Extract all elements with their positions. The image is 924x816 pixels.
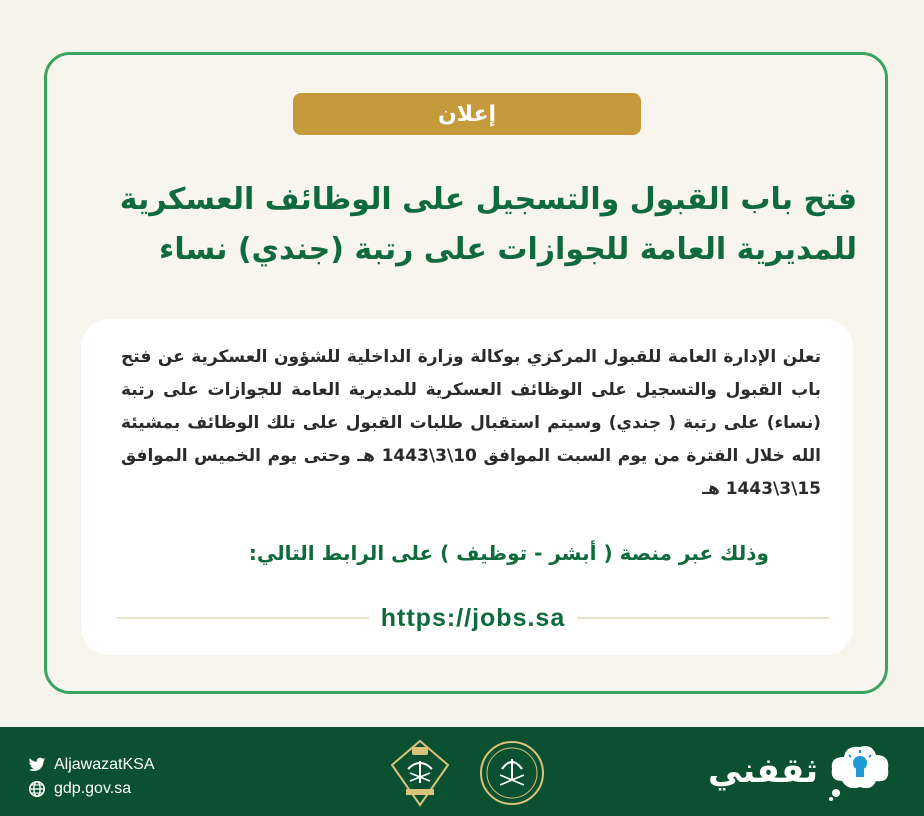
divider-left — [117, 617, 369, 619]
social-links — [28, 753, 155, 801]
announcement-body: تعلن الإدارة العامة للقبول المركزي بوكالة وزارة الداخلية للشؤون العسكرية عن فتح باب القبول والتسجيل على الوظائف العسكرية للمديرية العامة للجوازات على رتبة (نساء) على رتبة ( جندي) وسيتم استقبال طلبات القبول على تلك الوظائف بمشيئة الله خلال الفترة من يوم السبت الموافق 10\3\1443 هـ وحتى يوم الخميس الموافق 15\3\1443 هـ — [121, 347, 821, 499]
website-url: gdp.gov.sa — [54, 780, 132, 797]
divider-right — [577, 617, 829, 619]
jobs-link[interactable]: https://jobs.sa — [380, 603, 566, 632]
headline-line-1: فتح باب القبول والتسجيل على الوظائف العسكرية — [119, 182, 857, 217]
brand-name: ثقفني — [708, 751, 818, 791]
brand-logo — [708, 741, 892, 801]
twitter-row[interactable] — [28, 753, 155, 777]
website-row[interactable] — [28, 777, 155, 801]
headline — [77, 175, 857, 275]
announcement-badge: إعلان — [293, 93, 641, 135]
passports-emblem-icon — [382, 737, 458, 809]
ministry-seal-icon — [478, 739, 546, 807]
footer-bar — [0, 727, 924, 816]
globe-icon — [28, 780, 46, 798]
headline-line-2: للمديرية العامة للجوازات على رتبة (جندي) نساء — [158, 232, 857, 267]
thought-bulb-icon — [828, 741, 892, 801]
content-card — [81, 319, 853, 655]
platform-line: وذلك عبر منصة ( أبشر - توظيف ) على الرابط التالي: — [248, 541, 769, 565]
link-row — [81, 603, 853, 633]
twitter-icon — [28, 757, 46, 773]
twitter-handle: AljawazatKSA — [54, 756, 155, 773]
announcement-frame — [44, 52, 888, 694]
